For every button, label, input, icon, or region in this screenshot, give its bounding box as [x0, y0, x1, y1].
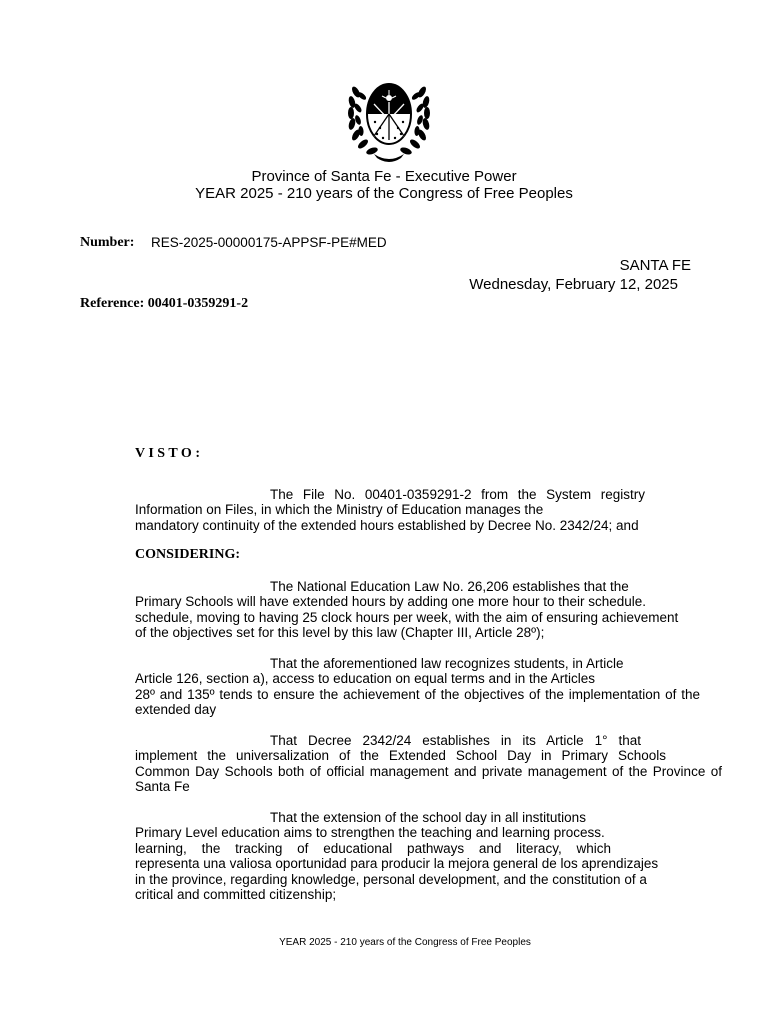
number-label: Number: — [80, 235, 135, 250]
considering-paragraph-1 — [135, 579, 723, 641]
paragraph-line: representa una valiosa oportunidad para producir la mejora general de los aprendizajes — [135, 856, 659, 872]
visto-heading: V I S T O : — [135, 446, 200, 461]
reference-label: Reference: — [80, 296, 145, 311]
paragraph-line: That Decree 2342/24 establishes in its Article 1° that — [270, 733, 641, 748]
reference-field — [80, 296, 248, 312]
paragraph-line: Primary Level education aims to strengthen the teaching and learning process. — [135, 825, 605, 841]
paragraph-line: 28º and 135º tends to ensure the achievement of the objectives of the implementation of the — [135, 686, 700, 702]
paragraph-line: learning, the tracking of educational pathways and literacy, which — [135, 840, 611, 856]
paragraph-line: That the aforementioned law recognizes students, in Article — [270, 656, 624, 671]
paragraph-line: Primary Schools will have extended hours by adding one more hour to their schedule. — [135, 594, 647, 610]
considering-paragraph-4 — [135, 810, 723, 902]
paragraph-line: implement the universalization of the Extended School Day in Primary Schools — [135, 748, 666, 764]
considering-heading: CONSIDERING: — [135, 547, 241, 562]
header-subtitle: YEAR 2025 - 210 years of the Congress of Free Peoples — [195, 185, 573, 202]
paragraph-line: in the province, regarding knowledge, personal development, and the constitution of a — [135, 871, 647, 887]
considering-paragraph-3 — [135, 733, 723, 795]
paragraph-line: extended day — [135, 702, 217, 718]
page-footer: YEAR 2025 - 210 years of the Congress of Free Peoples — [279, 937, 531, 948]
header-title: Province of Santa Fe - Executive Power — [251, 168, 517, 185]
visto-paragraph — [135, 487, 723, 533]
paragraph-line: That the extension of the school day in all institutions — [270, 810, 586, 825]
paragraph-line: The National Education Law No. 26,206 establishes that the — [270, 579, 629, 594]
province-seal-icon — [346, 74, 432, 164]
paragraph-line: Information on Files, in which the Ministry of Education manages the — [135, 502, 544, 518]
paragraph-line: Santa Fe — [135, 779, 190, 795]
reference-value: 00401-0359291-2 — [147, 296, 249, 311]
paragraph-line: Common Day Schools both of official management and private management of the Province of — [135, 763, 722, 779]
paragraph-line: schedule, moving to having 25 clock hours per week, with the aim of ensuring achievement — [135, 609, 679, 625]
paragraph-line: mandatory continuity of the extended hours established by Decree No. 2342/24; and — [135, 517, 639, 533]
considering-paragraph-2 — [135, 656, 723, 718]
city: SANTA FE — [619, 257, 691, 274]
date: Wednesday, February 12, 2025 — [469, 276, 678, 293]
paragraph-line: The File No. 00401-0359291-2 from the System registry — [270, 487, 645, 502]
paragraph-line: critical and committed citizenship; — [135, 887, 337, 903]
number-value: RES-2025-00000175-APPSF-PE#MED — [151, 235, 387, 250]
paragraph-line: Article 126, section a), access to education on equal terms and in the Articles — [135, 671, 596, 687]
paragraph-line: of the objectives set for this level by this law (Chapter III, Article 28º); — [135, 625, 545, 641]
